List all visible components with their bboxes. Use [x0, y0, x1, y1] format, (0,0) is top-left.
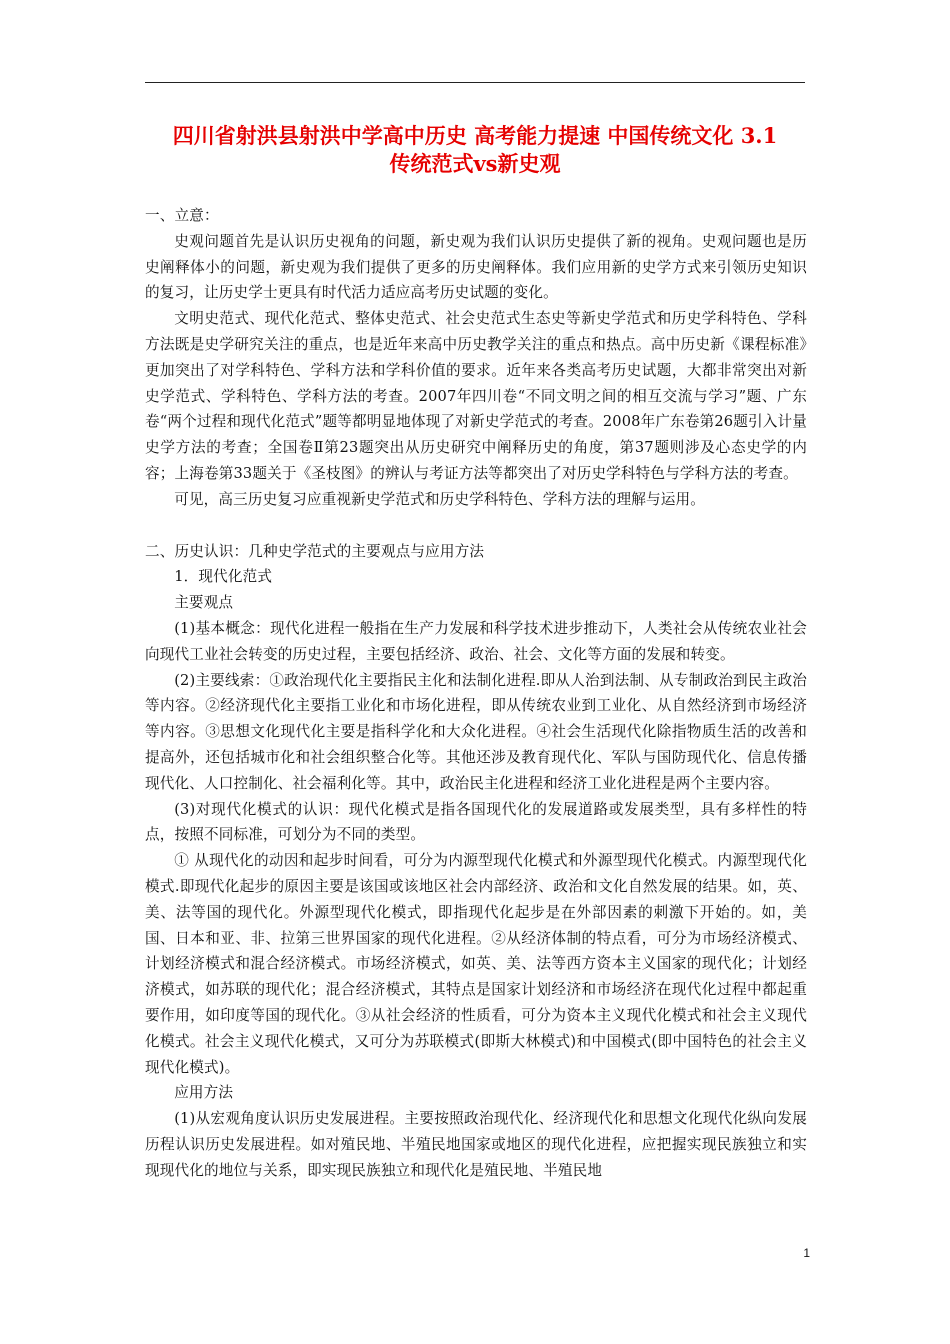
section-gap	[145, 513, 807, 539]
subsection-modernization: 1．现代化范式	[174, 568, 273, 586]
section-1-heading: 一、立意：	[145, 207, 219, 224]
section-2-paragraph-1: (1)基本概念：现代化进程一般指在生产力发展和科学技术进步推动下，人类社会从传统农业社会向现代工业社会转变的历史过程，主要包括经济、政治、社会、文化等方面的发展和转变。	[145, 619, 807, 663]
section-1-paragraph-1: 史观问题首先是认识历史视角的问题，新史观为我们认识历史提供了新的视角。史观问题也是历史阐释体小的问题，新史观为我们提供了更多的历史阐释体。我们应用新的史学方式来引领历史知识的复习，让历史学士更具有时代活力适应高考历史试题的变化。	[145, 232, 807, 302]
header-rule	[145, 82, 805, 83]
subsection-application-methods: 应用方法	[174, 1084, 234, 1102]
section-1-paragraph-3: 可见，高三历史复习应重视新史学范式和历史学科特色、学科方法的理解与运用。	[174, 490, 705, 508]
document-body	[145, 203, 807, 1183]
section-2-paragraph-5: (1)从宏观角度认识历史发展进程。主要按照政治现代化、经济现代化和思想文化现代化纵向发展历程认识历史发展进程。如对殖民地、半殖民地国家或地区的现代化进程，应把握实现民族独立和实现现代化的地位与关系，即实现民族独立和现代化是殖民地、半殖民地	[145, 1110, 807, 1179]
section-2-paragraph-3: (3)对现代化模式的认识：现代化模式是指各国现代化的发展道路或发展类型，具有多样性的特点，按照不同标准，可划分为不同的类型。	[145, 800, 807, 844]
title-line-2: 传统范式vs新史观	[389, 151, 561, 176]
document-title	[138, 122, 812, 178]
subsection-main-views: 主要观点	[174, 594, 234, 612]
page-number: 1	[803, 1246, 810, 1260]
section-2-paragraph-2: (2)主要线索：①政治现代化主要指民主化和法制化进程.即从人治到法制、从专制政治到民主政治等内容。②经济现代化主要指工业化和市场化进程，即从传统农业到工业化、从自然经济到市场经济等内容。③思想文化现代化主要是指科学化和大众化进程。④社会生活现代化除指物质生活的改善和提高外，还包括城市化和社会组织整合化等。其他还涉及教育现代化、军队与国防现代化、信息传播现代化、人口控制化、社会福利化等。其中，政治民主化进程和经济工业化进程是两个主要内容。	[145, 671, 807, 792]
section-2-heading: 二、历史认识：几种史学范式的主要观点与应用方法	[145, 542, 485, 560]
section-1-paragraph-2: 文明史范式、现代化范式、整体史范式、社会史范式生态史等新史学范式和历史学科特色、学科方法既是史学研究关注的重点，也是近年来高中历史教学关注的重点和热点。高中历史新《课程标准》更加突出了对学科特色、学科方法和学科价值的要求。近年来各类高考历史试题，大都非常突出对新史学范式、学科特色、学科方法的考查。2007年四川卷“不同文明之间的相互交流与学习”题、广东卷“两个过程和现代化范式”题等都明显地体现了对新史学范式的考查。2008年广东卷第26题引入计量史学方法的考查；全国卷Ⅱ第23题突出从历史研究中阐释历史的角度，第37题则涉及心态史学的内容；上海卷第33题关于《圣枝图》的辨认与考证方法等都突出了对历史学科特色与学科方法的考查。	[145, 310, 807, 482]
section-2-paragraph-4: ① 从现代化的动因和起步时间看，可分为内源型现代化模式和外源型现代化模式。内源型现代化模式.即现代化起步的原因主要是该国或该地区社会内部经济、政治和文化自然发展的结果。如，英、美、法等国的现代化。外源型现代化模式，即指现代化起步是在外部因素的刺激下开始的。如，美国、日本和亚、非、拉第三世界国家的现代化进程。②从经济体制的特点看，可分为市场经济模式、计划经济模式和混合经济模式。市场经济模式，如英、美、法等西方资本主义国家的现代化；计划经济模式，如苏联的现代化；混合经济模式，其特点是国家计划经济和市场经济在现代化过程中都起重要作用，如印度等国的现代化。③从社会经济的性质看，可分为资本主义现代化模式和社会主义现代化模式。社会主义现代化模式，又可分为苏联模式(即斯大林模式)和中国模式(即中国特色的社会主义现代化模式)。	[145, 852, 807, 1076]
title-line-1: 四川省射洪县射洪中学高中历史 高考能力提速 中国传统文化 3.1	[172, 123, 778, 148]
